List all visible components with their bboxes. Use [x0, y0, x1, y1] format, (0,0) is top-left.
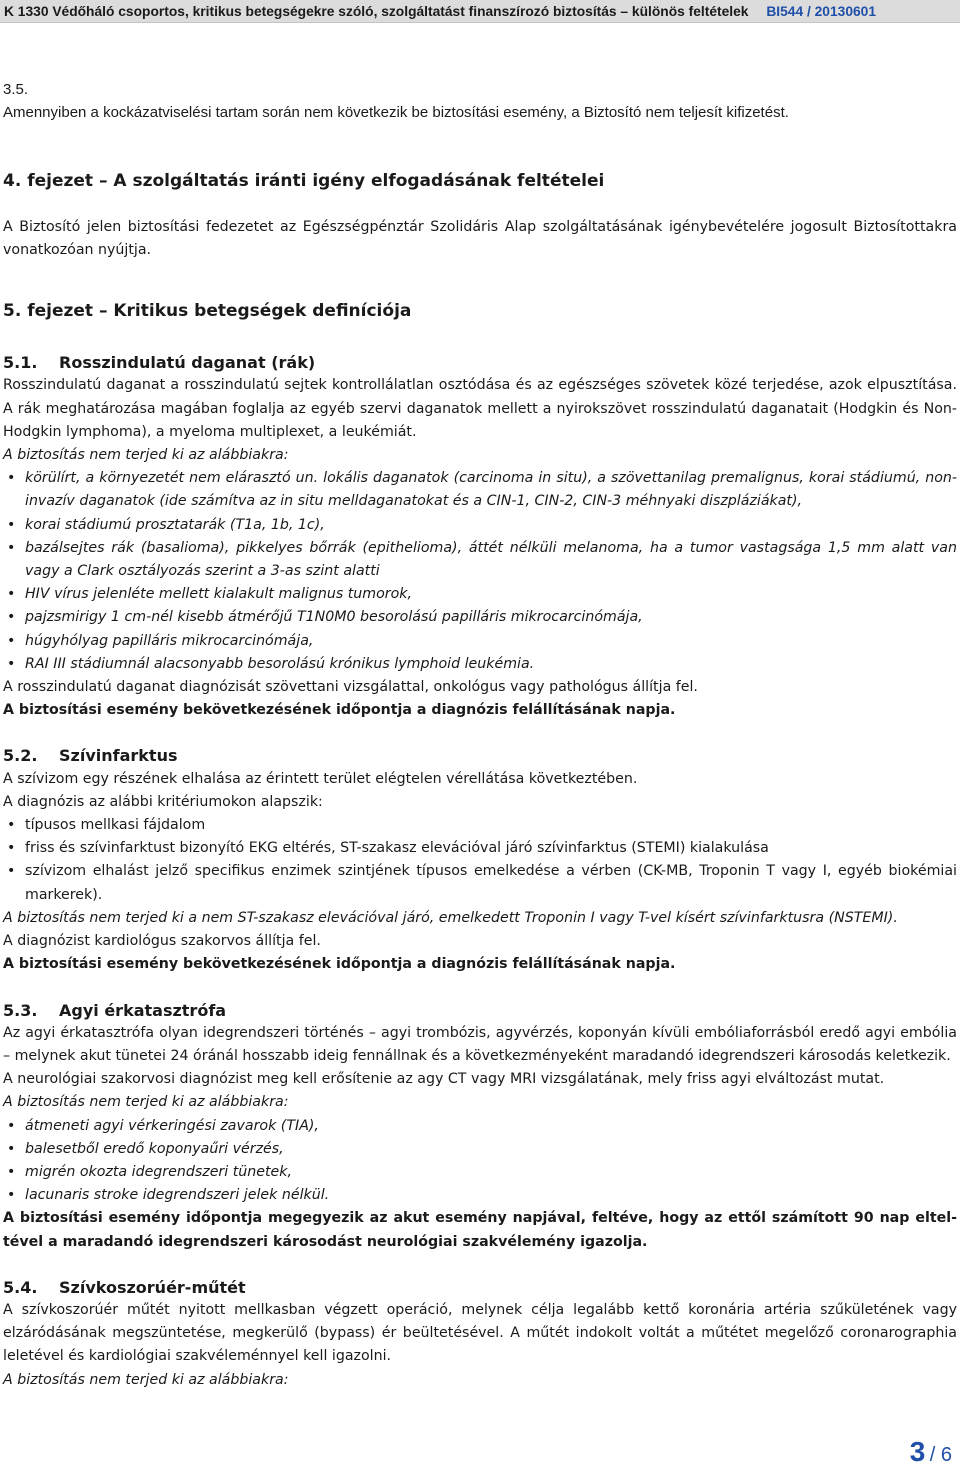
page-number: [910, 1436, 952, 1468]
list-item: • átmeneti agyi vérkeringési zavarok (TIA),: [3, 1115, 957, 1138]
page-current: 3: [909, 1436, 926, 1467]
section-5-3-exclusion-label: A biztosítás nem terjed ki az alábbiakra:: [3, 1094, 289, 1111]
list-item: • pajzsmirigy 1 cm-nél kisebb átmérőjű T1N0M0 besorolású papilláris mikrocarcinómája,: [3, 606, 957, 629]
section-3-5-text: Amennyiben a kockázatviselési tartam során nem következik be biztosítási esemény, a Biztosító nem teljesít kifizetést.: [3, 104, 789, 122]
section-5-3-heading: [3, 999, 957, 1022]
section-5-4-definition: A szívkoszorúér műtét nyitott mellkasban végzett operáció, melynek célja legalább kettő koronária artéria szűkületének vagy elzáródásának megszüntetése, megkerülő (bypass) ér beültetésével. A műtét indokolt voltát a műtétet megelőző coronarographia leletével és kardiológiai szakvéleménnyel kell igazolni.: [3, 1301, 957, 1365]
chapter-4-title: 4. fejezet – A szolgáltatás iránti igény elfogadásának feltételei: [3, 171, 605, 192]
section-5-3-number: 5.3.: [3, 1000, 38, 1020]
section-5-4-number: 5.4.: [3, 1277, 38, 1297]
list-item: • húgyhólyag papilláris mikrocarcinómája,: [3, 630, 957, 653]
section-5-1-exclusion-label: A biztosítás nem terjed ki az alábbiakra:: [3, 447, 289, 464]
section-5-3-event-date: A biztosítási esemény időpontja megegyezik az akut esemény napjával, feltéve, hogy az ettől számított 90 nap eltel-tével a maradandó idegrendszeri károsodást neurológiai szakvélemény igazolja.: [3, 1210, 957, 1250]
section-5-3-definition: Az agyi érkatasztrófa olyan idegrendszeri történés – agyi trombózis, agyvérzés, koponyán kívüli embóliaforrásból eredő agyi embólia – melynek akut tünetei 24 óránál hosszabb ideig fennállnak és a következményeként maradandó idegrendszeri károsodás keletkezik.: [3, 1024, 957, 1064]
section-5-2-title: Szívinfarktus: [59, 746, 178, 766]
section-5-1-diagnosis: A rosszindulatú daganat diagnózisát szövettani vizsgálattal, onkológus vagy pathológus állítja fel.: [3, 679, 698, 696]
list-item: • HIV vírus jelenléte mellett kialakult malignus tumorok,: [3, 583, 957, 606]
section-5-1-event-date: A biztosítási esemény bekövetkezésének időpontja a diagnózis felállításának napja.: [3, 702, 676, 719]
list-item: • körülírt, a környezetét nem elárasztó un. lokális daganatok (carcinoma in situ), a szövettanilag premalignus, korai stádiumú, non-invazív daganatok (ide számítva az in situ melldaganatokat és a CIN-1, CIN-2, CIN-3 méhnyaki diszpláziákat),: [3, 467, 957, 513]
section-5-2-diagnosis: A diagnózist kardiológus szakorvos állítja fel.: [3, 933, 321, 950]
section-5-1-number: 5.1.: [3, 353, 38, 373]
running-header: [0, 0, 960, 23]
section-5-1-intro: Rosszindulatú daganat a rosszindulatú sejtek kontrollálatlan osztódása és az egészséges szövetek közé terjedése, azok elpusztítása. A rák meghatározása magában foglalja az egyéb szervi daganatok mellett a nyirokszövet rosszindulatú daganatait (Hodgkin és Non-Hodgkin lymphoma), a myeloma multiplexet, a leukémiát.: [3, 377, 957, 440]
list-item: • szívizom elhalást jelző specifikus enzimek szintjének típusos emelkedése a vérben (CK-MB, Troponin T vagy I, egyéb biokémiai markerek).: [3, 860, 957, 906]
section-5-2-heading: [3, 744, 957, 767]
list-item: • típusos mellkasi fájdalom: [3, 814, 957, 837]
list-item: • migrén okozta idegrendszeri tünetek,: [3, 1161, 957, 1184]
section-5-4-heading: [3, 1276, 957, 1299]
section-5-2-definition: A szívizom egy részének elhalása az érintett terület elégtelen vérellátása következtében.: [3, 770, 638, 787]
section-5-2-exclusion: A biztosítás nem terjed ki a nem ST-szakasz elevációval járó, emelkedett Troponin I vagy T-vel kísért szívinfarktusra (NSTEMI).: [3, 909, 898, 926]
section-3-5-number: 3.5.: [3, 81, 29, 98]
page-content: [3, 78, 957, 1392]
list-item: • RAI III stádiumnál alacsonyabb besorolású krónikus lymphoid leukémia.: [3, 653, 957, 676]
section-5-2-criteria-list: [3, 814, 957, 907]
section-5-3-diagnosis: A neurológiai szakorvosi diagnózist meg kell erősítenie az agy CT vagy MRI vizsgálatának, mely friss agyi elváltozást mutat.: [3, 1071, 885, 1088]
section-5-4-title: Szívkoszorúér-műtét: [59, 1277, 246, 1297]
page-total: / 6: [929, 1444, 952, 1466]
document-code: BI544 / 20130601: [766, 4, 877, 19]
section-5-2-number: 5.2.: [3, 746, 38, 766]
section-5-2-event-date: A biztosítási esemény bekövetkezésének időpontja a diagnózis felállításának napja.: [3, 956, 676, 973]
list-item: • korai stádiumú prosztatarák (T1a, 1b, 1c),: [3, 514, 957, 537]
section-5-4-exclusion-label: A biztosítás nem terjed ki az alábbiakra:: [3, 1371, 289, 1388]
section-5-2-criteria-label: A diagnózis az alábbi kritériumokon alapszik:: [3, 793, 323, 810]
list-item: • balesetből eredő koponyaűri vérzés,: [3, 1138, 957, 1161]
section-5-3-exclusion-list: [3, 1115, 957, 1208]
list-item: • bazálsejtes rák (basalioma), pikkelyes bőrrák (epithelioma), áttét nélküli melanoma, ha a tumor vastagsága 1,5 mm alatt van vagy a Clark osztályozás szerint a 3-as szint alatti: [3, 537, 957, 583]
section-5-3-title: Agyi érkatasztrófa: [59, 1000, 227, 1020]
section-5-1-title: Rosszindulatú daganat (rák): [59, 353, 316, 373]
section-5-1-heading: [3, 351, 957, 374]
chapter-4-text: A Biztosító jelen biztosítási fedezetet az Egészségpénztár Szolidáris Alap szolgáltatásának igénybevételére jogosult Biztosítottakra vonatkozóan nyújtja.: [3, 218, 957, 258]
document-title: K 1330 Védőháló csoportos, kritikus betegségekre szóló, szolgáltatást finanszírozó biztosítás – különös feltételek: [4, 4, 749, 19]
list-item: • lacunaris stroke idegrendszeri jelek nélkül.: [3, 1184, 957, 1207]
chapter-5-title: 5. fejezet – Kritikus betegségek definíciója: [3, 301, 412, 322]
list-item: • friss és szívinfarktust bizonyító EKG eltérés, ST-szakasz elevációval járó szívinfarktus (STEMI) kialakulása: [3, 837, 957, 860]
section-5-1-exclusion-list: [3, 467, 957, 676]
